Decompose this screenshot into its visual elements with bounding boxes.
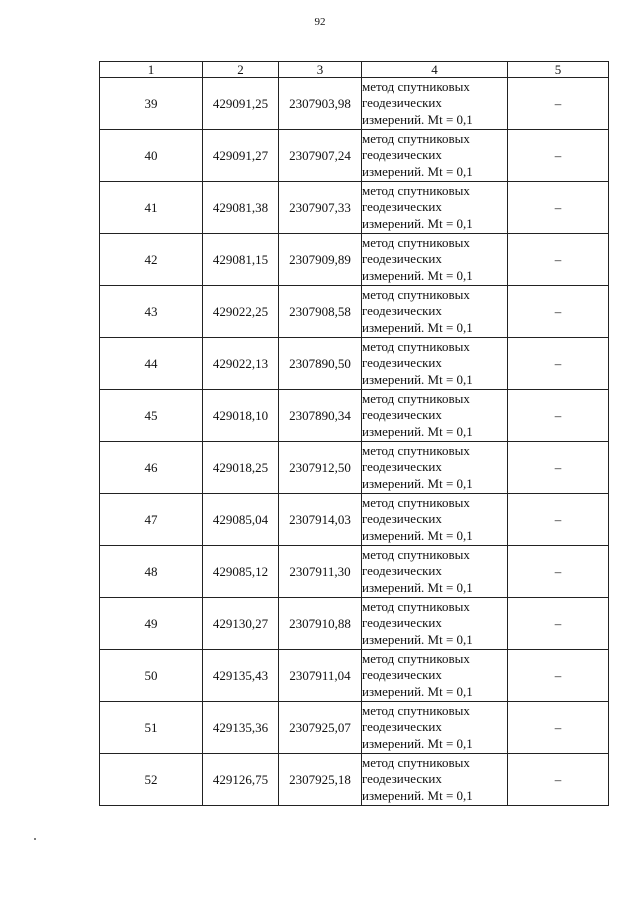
- x-coordinate-cell: 429081,15: [203, 234, 279, 286]
- y-coordinate-cell: 2307909,89: [279, 234, 362, 286]
- method-line: измерений. Mt = 0,1: [362, 371, 473, 387]
- header-col-5: 5: [508, 62, 609, 78]
- point-number-cell: 47: [100, 494, 203, 546]
- method-line: измерений. Mt = 0,1: [362, 579, 473, 595]
- page-number: 92: [314, 16, 326, 28]
- method-line: геодезических: [362, 199, 442, 215]
- method-line: измерений. Mt = 0,1: [362, 319, 473, 335]
- x-coordinate-cell: 429085,12: [203, 546, 279, 598]
- method-cell: [362, 494, 508, 546]
- x-coordinate-cell: 429130,27: [203, 598, 279, 650]
- y-coordinate-cell: 2307925,07: [279, 702, 362, 754]
- method-cell: [362, 286, 508, 338]
- method-line: измерений. Mt = 0,1: [362, 631, 473, 647]
- method-line: геодезических: [362, 147, 442, 163]
- method-line: метод спутниковых: [362, 442, 470, 458]
- method-line: измерений. Mt = 0,1: [362, 267, 473, 283]
- point-number-cell: 46: [100, 442, 203, 494]
- table-row: [100, 234, 609, 286]
- extra-info-cell: –: [508, 390, 609, 442]
- y-coordinate-cell: 2307903,98: [279, 78, 362, 130]
- method-line: метод спутниковых: [362, 234, 470, 250]
- method-line: геодезических: [362, 95, 442, 111]
- table-row: [100, 598, 609, 650]
- table-row: [100, 286, 609, 338]
- table-row: [100, 390, 609, 442]
- y-coordinate-cell: 2307907,24: [279, 130, 362, 182]
- x-coordinate-cell: 429091,25: [203, 78, 279, 130]
- y-coordinate-cell: 2307925,18: [279, 754, 362, 806]
- method-line: метод спутниковых: [362, 702, 470, 718]
- method-cell: [362, 598, 508, 650]
- x-coordinate-cell: 429022,25: [203, 286, 279, 338]
- method-line: измерений. Mt = 0,1: [362, 423, 473, 439]
- method-line: метод спутниковых: [362, 182, 470, 198]
- method-line: метод спутниковых: [362, 754, 470, 770]
- method-line: геодезических: [362, 719, 442, 735]
- y-coordinate-cell: 2307910,88: [279, 598, 362, 650]
- y-coordinate-cell: 2307908,58: [279, 286, 362, 338]
- method-cell: [362, 650, 508, 702]
- method-line: геодезических: [362, 355, 442, 371]
- y-coordinate-cell: 2307911,04: [279, 650, 362, 702]
- method-line: метод спутниковых: [362, 286, 470, 302]
- x-coordinate-cell: 429135,36: [203, 702, 279, 754]
- method-line: геодезических: [362, 771, 442, 787]
- method-cell: [362, 546, 508, 598]
- method-cell: [362, 182, 508, 234]
- scan-speck: [34, 838, 36, 840]
- x-coordinate-cell: 429126,75: [203, 754, 279, 806]
- extra-info-cell: –: [508, 546, 609, 598]
- table-row: [100, 130, 609, 182]
- coordinates-table: [99, 61, 609, 806]
- table-row: [100, 442, 609, 494]
- method-cell: [362, 754, 508, 806]
- extra-info-cell: –: [508, 702, 609, 754]
- header-col-2: 2: [203, 62, 279, 78]
- table-row: [100, 494, 609, 546]
- extra-info-cell: –: [508, 130, 609, 182]
- method-line: геодезических: [362, 251, 442, 267]
- method-cell: [362, 234, 508, 286]
- method-cell: [362, 390, 508, 442]
- extra-info-cell: –: [508, 78, 609, 130]
- x-coordinate-cell: 429135,43: [203, 650, 279, 702]
- method-line: геодезических: [362, 511, 442, 527]
- method-line: измерений. Mt = 0,1: [362, 683, 473, 699]
- point-number-cell: 48: [100, 546, 203, 598]
- extra-info-cell: –: [508, 286, 609, 338]
- method-line: измерений. Mt = 0,1: [362, 475, 473, 491]
- method-line: измерений. Mt = 0,1: [362, 163, 473, 179]
- table-row: [100, 650, 609, 702]
- method-cell: [362, 130, 508, 182]
- point-number-cell: 45: [100, 390, 203, 442]
- header-col-1: 1: [100, 62, 203, 78]
- method-line: измерений. Mt = 0,1: [362, 787, 473, 803]
- y-coordinate-cell: 2307890,50: [279, 338, 362, 390]
- table-row: [100, 338, 609, 390]
- method-line: метод спутниковых: [362, 494, 470, 510]
- method-line: метод спутниковых: [362, 390, 470, 406]
- table-row: [100, 546, 609, 598]
- point-number-cell: 43: [100, 286, 203, 338]
- method-line: метод спутниковых: [362, 546, 470, 562]
- method-line: метод спутниковых: [362, 650, 470, 666]
- method-cell: [362, 78, 508, 130]
- x-coordinate-cell: 429081,38: [203, 182, 279, 234]
- method-line: метод спутниковых: [362, 338, 470, 354]
- method-line: геодезических: [362, 407, 442, 423]
- extra-info-cell: –: [508, 442, 609, 494]
- x-coordinate-cell: 429091,27: [203, 130, 279, 182]
- method-cell: [362, 442, 508, 494]
- point-number-cell: 40: [100, 130, 203, 182]
- x-coordinate-cell: 429085,04: [203, 494, 279, 546]
- method-line: измерений. Mt = 0,1: [362, 735, 473, 751]
- table-header: [100, 62, 609, 78]
- table-body: [100, 78, 609, 806]
- point-number-cell: 50: [100, 650, 203, 702]
- table-row: [100, 754, 609, 806]
- point-number-cell: 51: [100, 702, 203, 754]
- point-number-cell: 41: [100, 182, 203, 234]
- point-number-cell: 39: [100, 78, 203, 130]
- y-coordinate-cell: 2307911,30: [279, 546, 362, 598]
- extra-info-cell: –: [508, 598, 609, 650]
- x-coordinate-cell: 429018,25: [203, 442, 279, 494]
- method-line: метод спутниковых: [362, 130, 470, 146]
- method-line: геодезических: [362, 615, 442, 631]
- y-coordinate-cell: 2307890,34: [279, 390, 362, 442]
- extra-info-cell: –: [508, 338, 609, 390]
- point-number-cell: 42: [100, 234, 203, 286]
- method-line: геодезических: [362, 667, 442, 683]
- x-coordinate-cell: 429022,13: [203, 338, 279, 390]
- method-line: геодезических: [362, 459, 442, 475]
- y-coordinate-cell: 2307907,33: [279, 182, 362, 234]
- method-line: геодезических: [362, 563, 442, 579]
- y-coordinate-cell: 2307912,50: [279, 442, 362, 494]
- point-number-cell: 44: [100, 338, 203, 390]
- method-cell: [362, 338, 508, 390]
- header-row: [100, 62, 609, 78]
- method-line: метод спутниковых: [362, 78, 470, 94]
- method-line: метод спутниковых: [362, 598, 470, 614]
- method-cell: [362, 702, 508, 754]
- y-coordinate-cell: 2307914,03: [279, 494, 362, 546]
- extra-info-cell: –: [508, 182, 609, 234]
- table-row: [100, 78, 609, 130]
- x-coordinate-cell: 429018,10: [203, 390, 279, 442]
- point-number-cell: 52: [100, 754, 203, 806]
- extra-info-cell: –: [508, 650, 609, 702]
- method-line: измерений. Mt = 0,1: [362, 527, 473, 543]
- extra-info-cell: –: [508, 234, 609, 286]
- method-line: геодезических: [362, 303, 442, 319]
- table-row: [100, 702, 609, 754]
- header-col-3: 3: [279, 62, 362, 78]
- table-row: [100, 182, 609, 234]
- method-line: измерений. Mt = 0,1: [362, 111, 473, 127]
- point-number-cell: 49: [100, 598, 203, 650]
- extra-info-cell: –: [508, 754, 609, 806]
- method-line: измерений. Mt = 0,1: [362, 215, 473, 231]
- header-col-4: 4: [362, 62, 508, 78]
- extra-info-cell: –: [508, 494, 609, 546]
